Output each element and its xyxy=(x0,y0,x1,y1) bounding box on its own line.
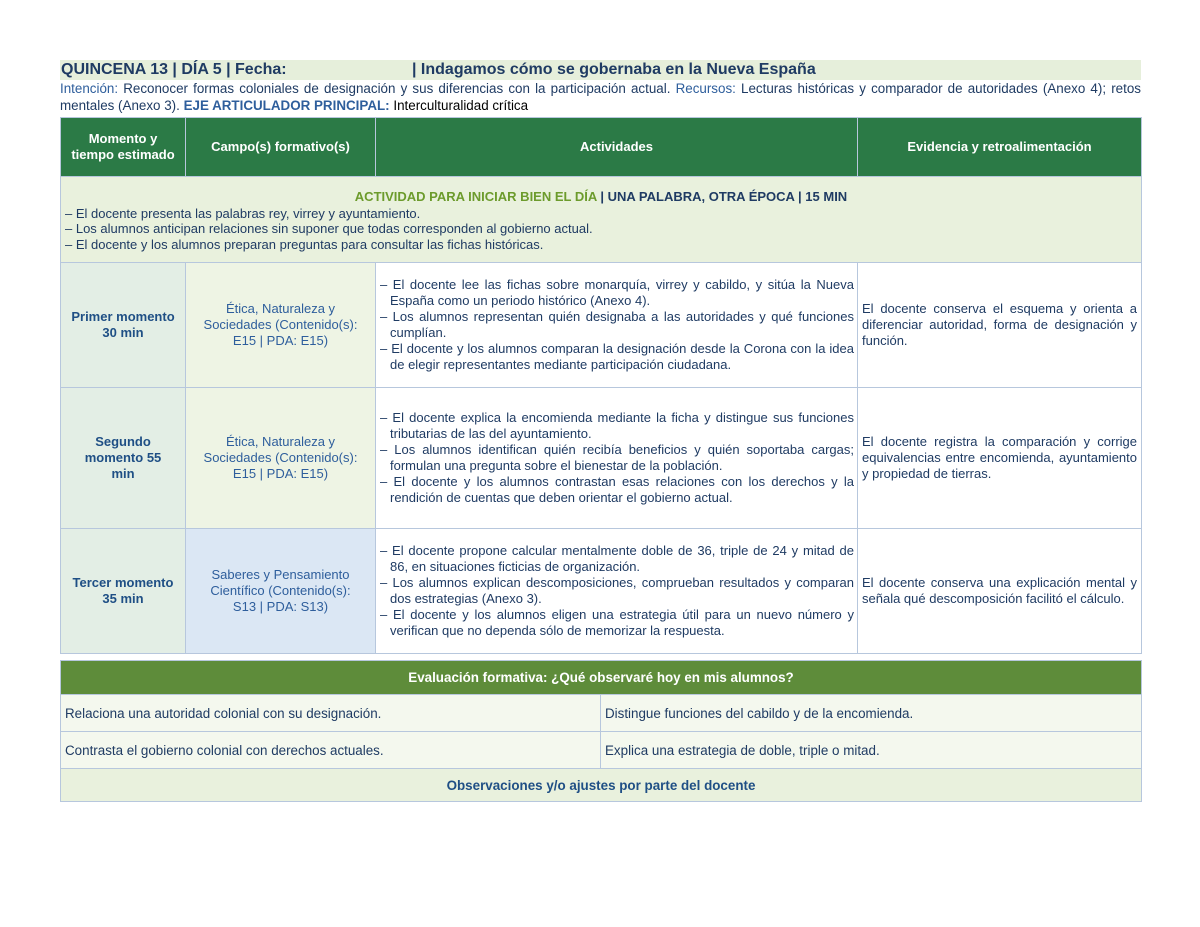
intencion-label: Intención: xyxy=(60,81,119,96)
table-header-row xyxy=(61,118,1142,177)
intencion-text: Reconocer formas coloniales de designación y sus diferencias con la participación actual. xyxy=(118,81,676,96)
evaluation-criterion: Distingue funciones del cabildo y de la encomienda. xyxy=(601,695,1142,732)
list-item: – El docente y los alumnos eligen una estrategia útil para un nuevo número y verifican que no dependa sólo de memorizar la respuesta. xyxy=(380,607,854,638)
table-row-moment-3 xyxy=(61,529,1142,654)
page-title xyxy=(60,60,1141,80)
column-header-moment: Momento y tiempo estimado xyxy=(61,118,186,177)
day-activity-cell xyxy=(61,177,1142,263)
moment-cell: Tercer momento 35 min xyxy=(61,529,186,654)
field-cell: Ética, Naturaleza y Sociedades (Contenido(s): E15 | PDA: E15) xyxy=(186,388,376,529)
eje-label: EJE ARTICULADOR PRINCIPAL: xyxy=(183,98,390,113)
field-cell: Ética, Naturaleza y Sociedades (Contenido(s): E15 | PDA: E15) xyxy=(186,263,376,388)
day-activity-title: ACTIVIDAD PARA INICIAR BIEN EL DÍA | UNA PALABRA, OTRA ÉPOCA | 15 MIN xyxy=(354,189,848,204)
recursos-text: Lecturas históricas y comparador de autoridades (Anexo 4); retos mentales (Anexo 3). xyxy=(60,81,1141,113)
list-item: – El docente y los alumnos contrastan esas relaciones con los derechos y la rendición de cuentas que deben orientar el gobierno actual. xyxy=(380,474,854,505)
title-right: | Indagamos cómo se gobernaba en la Nueva España xyxy=(412,61,816,78)
evaluation-criterion: Contrasta el gobierno colonial con derechos actuales. xyxy=(61,732,601,769)
observations-title: Observaciones y/o ajustes por parte del docente xyxy=(61,769,1142,802)
title-left: QUINCENA 13 | DÍA 5 | Fecha: xyxy=(61,61,287,78)
table-row-moment-2 xyxy=(61,388,1142,529)
intro-paragraph xyxy=(60,80,1141,114)
list-item: – Los alumnos identifican quién recibía beneficios y quién soportaba cargas; formulan una pregunta sobre el bienestar de la población. xyxy=(380,442,854,473)
list-item: – Los alumnos anticipan relaciones sin suponer que todas corresponden al gobierno actual. xyxy=(65,221,593,236)
evaluation-criterion: Relaciona una autoridad colonial con su designación. xyxy=(61,695,601,732)
evidence-cell: El docente conserva una explicación mental y señala qué descomposición facilitó el cálculo. xyxy=(858,529,1142,654)
observations-row xyxy=(61,769,1142,802)
column-header-evidence: Evidencia y retroalimentación xyxy=(858,118,1142,177)
field-cell: Saberes y Pensamiento Científico (Contenido(s): S13 | PDA: S13) xyxy=(186,529,376,654)
evaluation-header-row xyxy=(61,661,1142,695)
list-item: – Los alumnos explican descomposiciones, comprueban resultados y comparan dos estrategias (Anexo 3). xyxy=(380,575,854,606)
list-item: – El docente propone calcular mentalmente doble de 36, triple de 24 y mitad de 86, en situaciones ficticias de organización. xyxy=(380,543,854,574)
table-row xyxy=(61,732,1142,769)
column-header-field: Campo(s) formativo(s) xyxy=(186,118,376,177)
evidence-cell: El docente conserva el esquema y orienta a diferenciar autoridad, forma de designación y función. xyxy=(858,263,1142,388)
day-activity-row xyxy=(61,177,1142,263)
evaluation-criterion: Explica una estrategia de doble, triple o mitad. xyxy=(601,732,1142,769)
activities-table xyxy=(60,117,1142,654)
list-item: – El docente y los alumnos comparan la designación desde la Corona con la idea de elegir representantes mediante participación ciudadana. xyxy=(380,341,854,372)
column-header-activities: Actividades xyxy=(376,118,858,177)
list-item: – Los alumnos representan quién designaba a las autoridades y qué funciones cumplían. xyxy=(380,309,854,340)
activities-cell xyxy=(376,529,858,654)
recursos-label: Recursos: xyxy=(675,81,736,96)
table-row xyxy=(61,695,1142,732)
lesson-plan-page xyxy=(60,60,1141,802)
eje-text: Interculturalidad crítica xyxy=(389,98,529,113)
moment-cell: Segundo momento 55 min xyxy=(61,388,186,529)
evidence-cell: El docente registra la comparación y corrige equivalencias entre encomienda, ayuntamiento y propiedad de tierras. xyxy=(858,388,1142,529)
moment-cell: Primer momento 30 min xyxy=(61,263,186,388)
evaluation-table xyxy=(60,660,1142,802)
evaluation-title: Evaluación formativa: ¿Qué observaré hoy en mis alumnos? xyxy=(61,661,1142,695)
list-item: – El docente presenta las palabras rey, virrey y ayuntamiento. xyxy=(65,205,421,221)
activities-cell xyxy=(376,388,858,529)
table-row-moment-1 xyxy=(61,263,1142,388)
activities-cell xyxy=(376,263,858,388)
list-item: – El docente lee las fichas sobre monarquía, virrey y cabildo, y sitúa la Nueva España como un periodo histórico (Anexo 4). xyxy=(380,277,854,308)
list-item: – El docente y los alumnos preparan preguntas para consultar las fichas históricas. xyxy=(65,236,544,252)
list-item: – El docente explica la encomienda mediante la ficha y distingue sus funciones tributarias de las del ayuntamiento. xyxy=(380,410,854,441)
